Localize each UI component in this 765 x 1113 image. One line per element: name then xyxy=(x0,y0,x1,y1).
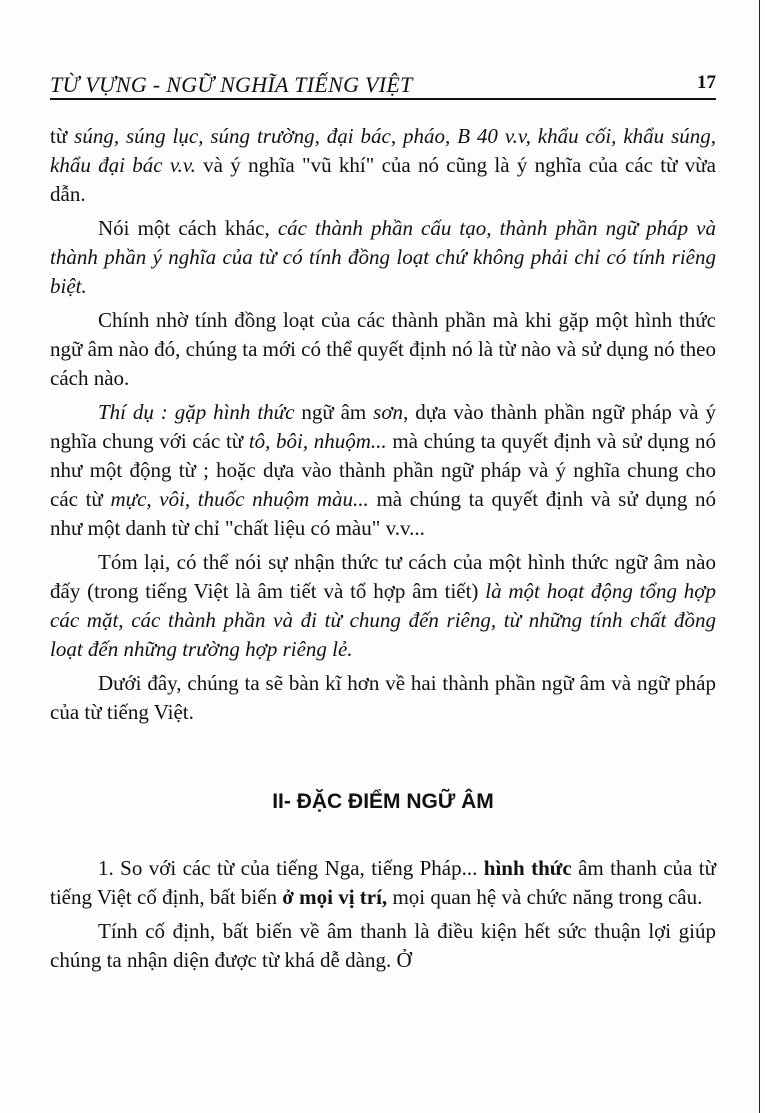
section-heading: II- ĐẶC ĐIỂM NGỮ ÂM xyxy=(272,790,494,813)
running-header-title: TỪ VỰNG - NGỮ NGHĨA TIẾNG VIỆT xyxy=(50,72,413,97)
text-run: súng, súng lục, súng trường, đại bác, pháo, B 40 v.v, khẩu cối, khẩu súng, khẩu đại bác v.v. xyxy=(50,124,716,177)
paragraph xyxy=(50,306,716,393)
text-run: mà chúng ta quyết định và sử dụng nó như một động từ ; hoặc dựa vào thành phần ngữ pháp và ý nghĩa chung cho các từ xyxy=(50,429,716,511)
paragraph xyxy=(50,854,716,912)
paragraph xyxy=(50,122,716,209)
paragraph xyxy=(50,548,716,664)
text-run: hình thức xyxy=(483,856,572,880)
text-run: Thí dụ : gặp hình thức xyxy=(98,400,295,424)
text-run: Nói một cách khác, xyxy=(98,216,278,240)
text-run: các thành phần cấu tạo, thành phần ngữ pháp và thành phần ý nghĩa của từ có tính đồng loạt chứ không phải chỉ có tính riêng biệt. xyxy=(50,216,716,298)
page-edge-line xyxy=(759,0,760,1113)
text-run: là một hoạt động tổng hợp các mặt, các thành phần và đi từ chung đến riêng, từ những tính chất đồng loạt đến những trường hợp riêng lẻ. xyxy=(50,579,716,661)
paragraph xyxy=(50,398,716,543)
paragraph xyxy=(50,214,716,301)
text-run: Dưới đây, chúng ta sẽ bàn kĩ hơn về hai thành phần ngữ âm và ngữ pháp của từ tiếng Việt. xyxy=(50,671,716,724)
paragraph xyxy=(50,917,716,975)
text-run: sơn xyxy=(373,400,404,424)
text-run: ở mọi vị trí, xyxy=(282,885,388,909)
text-run: Chính nhờ tính đồng loạt của các thành phần mà khi gặp một hình thức ngữ âm nào đó, chúng ta mới có thể quyết định nó là từ nào và sử dụng nó theo cách nào. xyxy=(50,308,716,390)
text-run: 1. So với các từ của tiếng Nga, tiếng Pháp... xyxy=(98,856,484,880)
text-run: và ý nghĩa "vũ khí" của nó cũng là ý nghĩa của các từ vừa dẫn. xyxy=(50,153,716,206)
running-header xyxy=(50,58,716,98)
text-run: mực, vôi, thuốc nhuộm màu... xyxy=(110,487,369,511)
paragraph xyxy=(50,669,716,727)
text-run: , dựa vào thành phần ngữ pháp và ý nghĩa chung với các từ xyxy=(50,400,716,453)
text-run: Tóm lại, có thể nói sự nhận thức tư cách của một hình thức ngữ âm nào đấy (trong tiếng Việt là âm tiết và tổ hợp âm tiết) xyxy=(50,550,716,603)
text-run: mà chúng ta quyết định và sử dụng nó như một danh từ chỉ "chất liệu có màu" v.v... xyxy=(50,487,716,540)
page-number: 17 xyxy=(697,72,716,93)
header-rule xyxy=(50,98,716,100)
text-run: mọi quan hệ và chức năng trong câu. xyxy=(387,885,703,909)
text-run: từ xyxy=(50,124,75,148)
text-run: Tính cố định, bất biến về âm thanh là điều kiện hết sức thuận lợi giúp chúng ta nhận diện được từ khá dễ dàng. Ở xyxy=(50,919,716,972)
text-run: âm thanh của từ tiếng Việt cố định, bất biến xyxy=(50,856,717,909)
text-run: ngữ âm xyxy=(294,400,374,424)
text-run: tô, bôi, nhuộm... xyxy=(248,429,387,453)
page-body xyxy=(50,122,716,980)
